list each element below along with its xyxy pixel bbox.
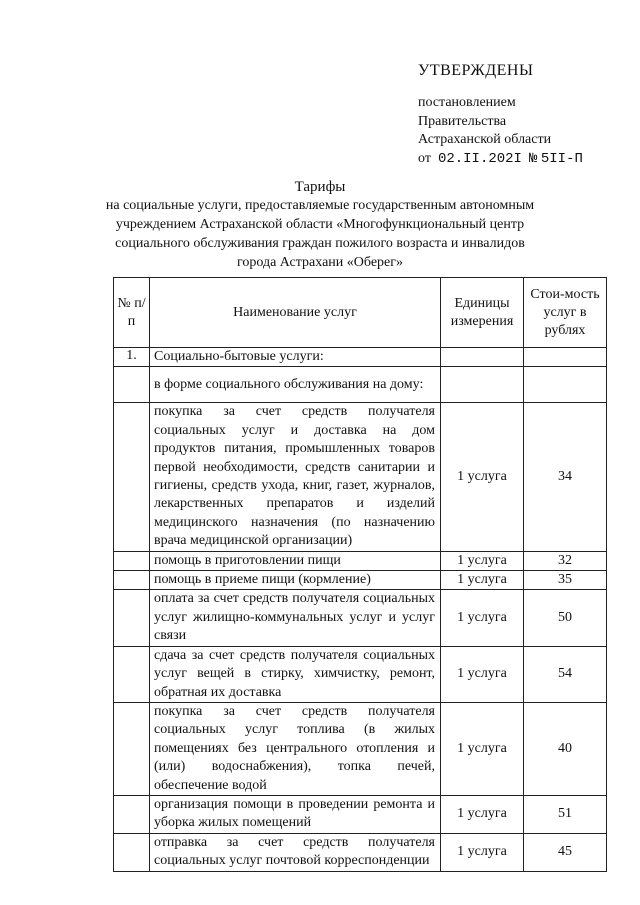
row-unit: 1 услуга (441, 551, 524, 570)
row-num (114, 551, 150, 570)
row-price (524, 367, 607, 403)
document-title: Тарифы (294, 179, 346, 195)
row-num (114, 833, 150, 871)
row-num (114, 367, 150, 403)
row-name: покупка за счет средств получателя социальных услуг топлива (в жилых помещениях без центрального отопления и (или) водоснабжения), топка печей, обеспечение водой (150, 702, 441, 795)
header-price: Стои-мость услуг в рублях (524, 278, 607, 348)
table-header-row (114, 278, 607, 348)
tariff-table (113, 277, 607, 872)
document-subtitle: на социальные услуги, предоставляемые государственным автономным учреждением Астраханской области «Многофункциональный центр социального обслуживания граждан пожилого возраста и инвалидов города Астрахани «Оберег» (105, 198, 535, 270)
row-num (114, 590, 150, 646)
row-num (114, 795, 150, 833)
row-name: Социально-бытовые услуги: (150, 348, 441, 367)
table-row (114, 795, 607, 833)
row-price: 34 (524, 403, 607, 551)
row-unit (441, 367, 524, 403)
row-name: в форме социального обслуживания на дому: (150, 367, 441, 403)
row-num (114, 646, 150, 702)
row-unit: 1 услуга (441, 833, 524, 871)
row-num (114, 571, 150, 590)
row-name: покупка за счет средств получателя социальных услуг и доставка на дом продуктов питания, промышленных товаров первой необходимости, средств санитарии и гигиены, средств ухода, книг, газет, журналов, лекарственных препаратов и изделий медицинского назначения (по назначению врача медицинской организации) (150, 403, 441, 551)
table-row (114, 367, 607, 403)
row-price (524, 348, 607, 367)
row-unit: 1 услуга (441, 795, 524, 833)
row-unit: 1 услуга (441, 403, 524, 551)
table-row (114, 590, 607, 646)
approval-heading: УТВЕРЖДЕНЫ (418, 62, 534, 79)
row-name: организация помощи в проведении ремонта и уборка жилых помещений (150, 795, 441, 833)
row-unit: 1 услуга (441, 646, 524, 702)
row-num (114, 702, 150, 795)
row-unit: 1 услуга (441, 571, 524, 590)
table-row (114, 646, 607, 702)
table-row (114, 833, 607, 871)
row-name: оплата за счет средств получателя социальных услуг жилищно-коммунальных услуг и услуг связи (150, 590, 441, 646)
table-row (114, 403, 607, 551)
approval-line: постановлением (418, 95, 516, 110)
row-name: сдача за счет средств получателя социальных услуг вещей в стирку, химчистку, ремонт, обратная их доставка (150, 646, 441, 702)
header-num: № п/п (114, 278, 150, 348)
header-name: Наименование услуг (150, 278, 441, 348)
table-row (114, 551, 607, 570)
header-unit: Единицы измерения (441, 278, 524, 348)
row-price: 50 (524, 590, 607, 646)
approval-block (418, 62, 583, 168)
row-price: 32 (524, 551, 607, 570)
row-name: отправка за счет средств получателя социальных услуг почтовой корреспонденции (150, 833, 441, 871)
row-num (114, 403, 150, 551)
table-row (114, 702, 607, 795)
table-row (114, 348, 607, 367)
row-unit: 1 услуга (441, 590, 524, 646)
date-value: 02.II.202I (437, 150, 522, 167)
approval-line: Астраханской области (418, 132, 552, 147)
document-title-block (100, 178, 540, 272)
date-prefix: от (418, 150, 431, 166)
row-price: 40 (524, 702, 607, 795)
row-price: 35 (524, 571, 607, 590)
number-value: 5II-П (540, 150, 583, 167)
row-name: помощь в приготовлении пищи (150, 551, 441, 570)
approval-date-line (418, 150, 583, 169)
row-price: 51 (524, 795, 607, 833)
row-unit (441, 348, 524, 367)
approval-line: Правительства (418, 113, 507, 129)
row-unit: 1 услуга (441, 702, 524, 795)
row-price: 45 (524, 833, 607, 871)
row-name: помощь в приеме пищи (кормление) (150, 571, 441, 590)
row-num: 1. (114, 348, 150, 367)
table-row (114, 571, 607, 590)
number-prefix: № (528, 150, 538, 167)
row-price: 54 (524, 646, 607, 702)
